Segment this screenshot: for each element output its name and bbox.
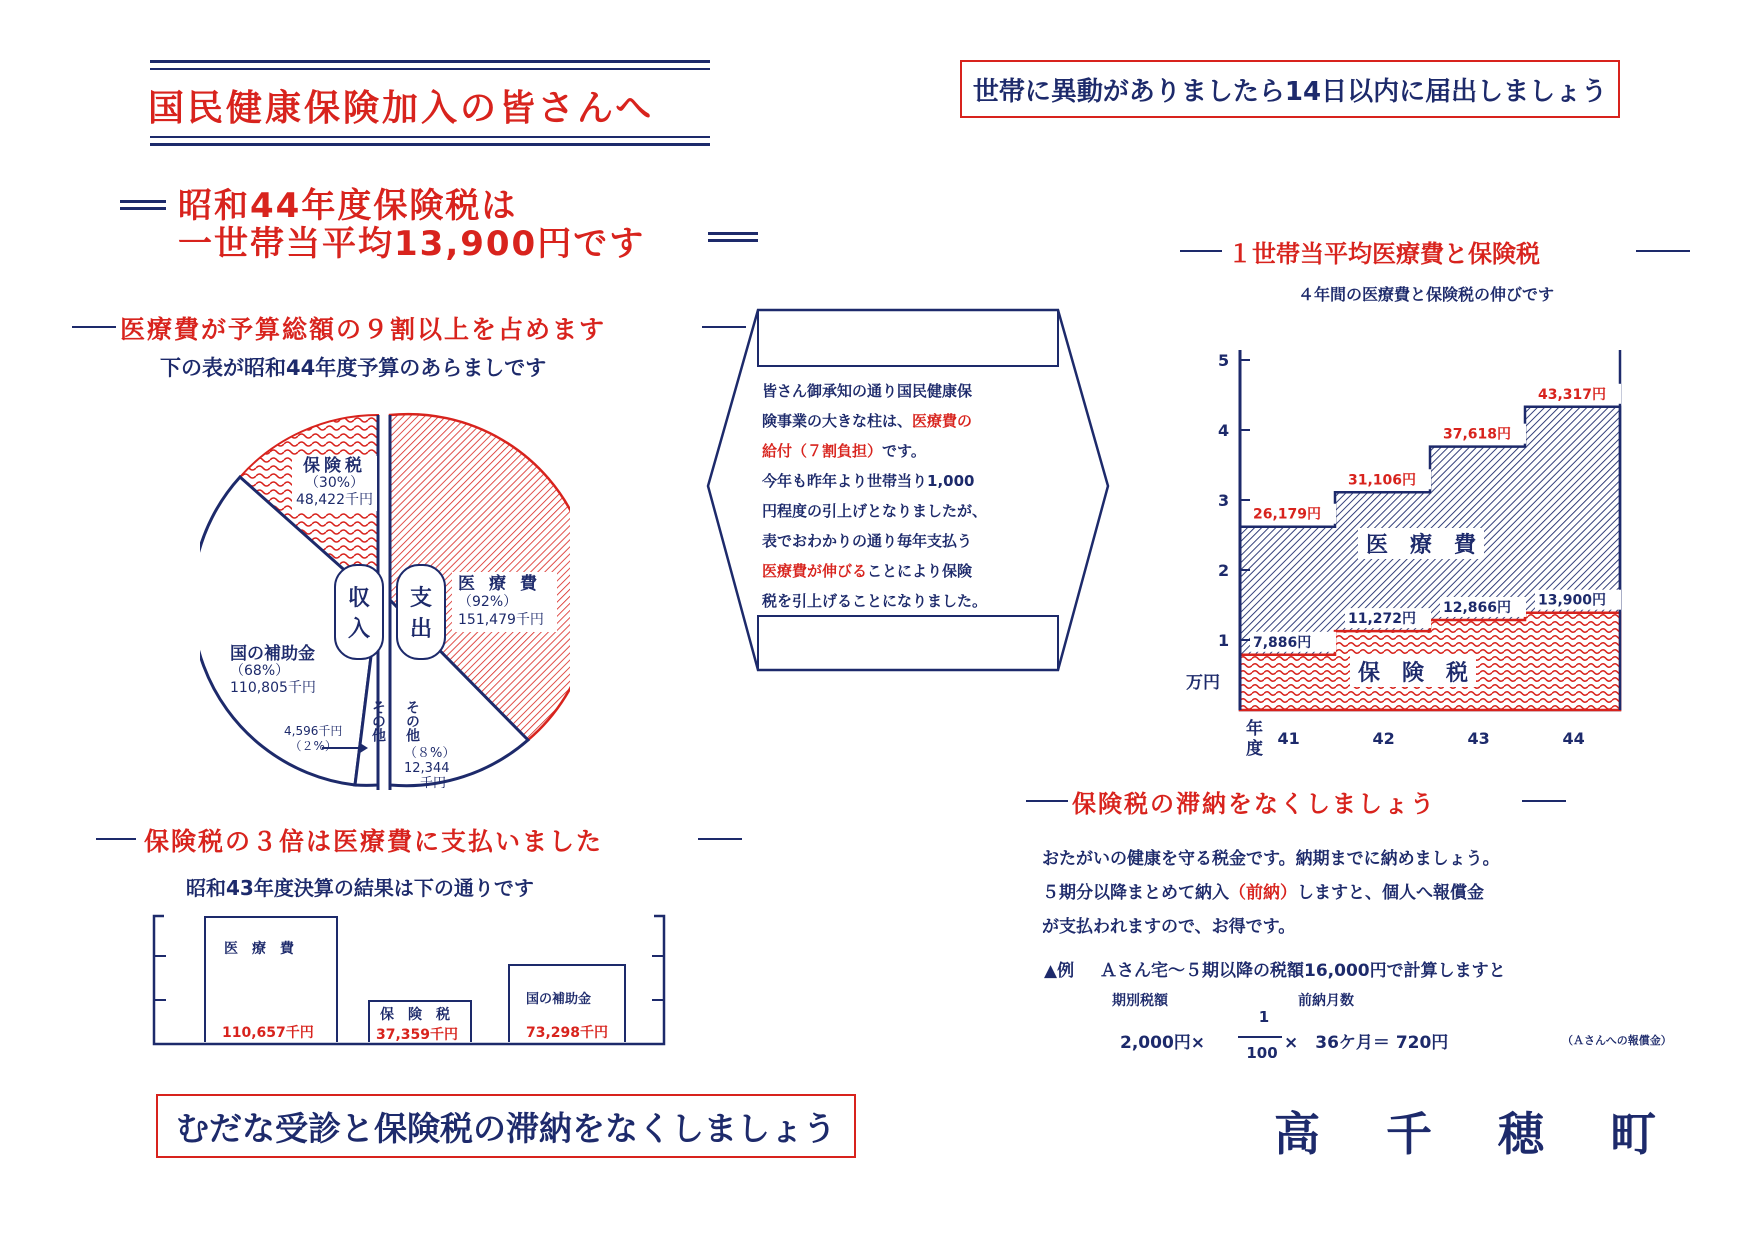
income-subsidy-pct: （68%） xyxy=(230,663,290,679)
pie-expense-other-label xyxy=(404,746,455,791)
headline-rule-left xyxy=(120,200,166,210)
note-line-7b: ことにより保険 xyxy=(867,562,973,580)
expense-other-unit: 千円 xyxy=(420,776,447,791)
note-line-3b: です。 xyxy=(882,442,926,460)
arrears-heading-rule-right xyxy=(1522,800,1566,802)
arrears-p3: が支払われますので、お得です。 xyxy=(1042,917,1296,937)
results-heading-rule-right xyxy=(698,838,742,840)
arrears-p2 xyxy=(1042,878,1484,903)
bottom-slogan-box xyxy=(156,1094,856,1158)
pie-expense-medical-label xyxy=(452,572,557,632)
y-tick-label: 2 xyxy=(1218,561,1230,580)
pie-income-subsidy-label xyxy=(230,646,316,697)
y-tick-label: 3 xyxy=(1218,491,1230,510)
formula-fraction-bar xyxy=(1238,1036,1282,1038)
example-text: Ａさん宅～５期以降の税額16,000円で計算しますと xyxy=(1100,961,1506,981)
chart-unit: 万円 xyxy=(1186,673,1220,693)
income-tax-amount: 48,422千円 xyxy=(296,492,373,508)
medical-value-label: 37,618円 xyxy=(1443,426,1512,443)
chart-xaxis-label-2: 度 xyxy=(1246,739,1263,759)
note-line-7 xyxy=(762,556,987,586)
expense-other-pct: （８%） xyxy=(404,746,456,761)
arrears-heading: 保険税の滞納をなくしましょう xyxy=(1072,790,1436,818)
note-line-2b: 医療費の xyxy=(912,412,973,430)
chart-xaxis-label-1: 年 xyxy=(1246,719,1263,739)
results-heading-rule-left xyxy=(96,838,136,840)
center-note-text xyxy=(762,376,987,616)
tax-value-label: 11,272円 xyxy=(1348,611,1417,628)
note-line-2 xyxy=(762,406,987,436)
title-rule-bottom2 xyxy=(150,143,710,146)
headline-line1: 昭和44年度保険税は xyxy=(178,186,518,226)
expense-medical-pct: （92%） xyxy=(458,594,518,610)
result-bar-tax-value: 37,359千円 xyxy=(376,1027,459,1043)
formula-part3: （Ａさんへの報償金） xyxy=(1562,1034,1672,1047)
title-rule-top2 xyxy=(150,68,710,70)
page-title: 国民健康保険加入の皆さんへ xyxy=(148,87,655,129)
income-circle xyxy=(334,564,384,660)
note-line-3 xyxy=(762,436,987,466)
budget-heading: 医療費が予算総額の９割以上を占めます xyxy=(120,315,607,344)
results-heading: 保険税の３倍は医療費に支払いました xyxy=(144,827,604,856)
result-bar-subsidy xyxy=(508,964,626,1042)
expense-circle xyxy=(396,564,446,660)
town-name: 高 千 穂 町 xyxy=(1274,1107,1666,1161)
chart-sub: ４年間の医療費と保険税の伸びです xyxy=(1298,285,1555,304)
y-tick-label: 1 xyxy=(1218,631,1230,650)
pie-income-other-label xyxy=(284,724,342,754)
arrears-heading-rule-left xyxy=(1026,800,1068,802)
income-subsidy-name: 国の補助金 xyxy=(230,644,315,664)
note-line-4: 今年も昨年より世帯当り1,000 xyxy=(762,472,975,490)
arrears-p2c: しますと、個人へ報償金 xyxy=(1297,883,1484,903)
expense-medical-name: 医療費 xyxy=(458,574,551,594)
formula-part1: 2,000円× xyxy=(1120,1033,1206,1053)
income-other-pct: （２%） xyxy=(289,739,337,753)
chart-tax-label: 保 険 税 xyxy=(1350,656,1476,687)
income-subsidy-amount: 110,805千円 xyxy=(230,680,316,696)
y-tick-label: 5 xyxy=(1218,351,1230,370)
formula-part2: × 36ケ月＝ 720円 xyxy=(1284,1033,1449,1053)
income-char-1: 収 xyxy=(347,586,370,611)
note-line-3a: 給付（７割負担） xyxy=(762,442,883,460)
chart-heading: １世帯当平均医療費と保険税 xyxy=(1228,240,1540,268)
bottom-slogan: むだな受診と保険税の滞納をなくしましょう xyxy=(176,1108,836,1148)
arrears-p2b: （前納） xyxy=(1229,883,1297,903)
label-period-tax: 期別税額 xyxy=(1112,993,1168,1009)
expense-other-name: その他 xyxy=(404,700,420,742)
tax-value-label: 7,886円 xyxy=(1253,634,1312,651)
title-rule-bottom xyxy=(150,136,710,138)
result-bar-medical xyxy=(204,916,338,1042)
note-line-1: 皆さん御承知の通り国民健康保 xyxy=(762,382,973,400)
arrears-p1: おたがいの健康を守る税金です。納期までに納めましょう。 xyxy=(1042,849,1500,869)
tax-value-label: 12,866円 xyxy=(1443,599,1512,616)
formula-numerator: 1 xyxy=(1258,1008,1270,1026)
y-tick-label: 4 xyxy=(1218,421,1230,440)
x-tick-label: 43 xyxy=(1467,729,1490,748)
income-tax-pct: （30%） xyxy=(304,475,365,491)
expense-char-1: 支 xyxy=(409,586,432,611)
arrears-p2a: ５期分以降まとめて納入 xyxy=(1042,883,1229,903)
x-tick-label: 42 xyxy=(1372,729,1395,748)
note-line-7a: 医療費が伸びる xyxy=(762,562,868,580)
notice-text: 世帯に異動がありましたら14日以内に届出しましょう xyxy=(972,76,1608,107)
note-line-5: 円程度の引上げとなりましたが、 xyxy=(762,502,988,520)
x-tick-label: 41 xyxy=(1277,729,1300,748)
expense-medical-amount: 151,479千円 xyxy=(458,612,544,628)
note-line-8: 税を引上げることになりました。 xyxy=(762,592,988,610)
income-char-2: 入 xyxy=(347,617,370,642)
note-line-2a: 険事業の大きな柱は、 xyxy=(762,412,913,430)
expense-other-amount: 12,344 xyxy=(404,761,450,776)
budget-heading-rule-left xyxy=(72,326,116,328)
budget-sub: 下の表が昭和44年度予算のあらましです xyxy=(160,356,547,380)
tax-value-label: 13,900円 xyxy=(1538,592,1607,609)
pie-income-tax-label xyxy=(292,456,377,511)
result-bar-subsidy-label: 国の補助金 xyxy=(526,992,592,1007)
notice-box xyxy=(960,60,1620,118)
chart-heading-rule-left xyxy=(1180,250,1222,252)
note-line-6: 表でおわかりの通り毎年支払う xyxy=(762,532,973,550)
x-tick-label: 44 xyxy=(1562,729,1585,748)
expense-char-2: 出 xyxy=(409,617,432,642)
title-rule-top xyxy=(150,60,710,63)
medical-value-label: 31,106円 xyxy=(1348,472,1417,489)
result-bar-tax xyxy=(368,1000,472,1042)
result-bar-medical-label: 医 療 費 xyxy=(224,941,294,957)
result-bar-tax-label: 保 険 税 xyxy=(380,1007,450,1023)
formula-denominator: 100 xyxy=(1246,1044,1278,1062)
income-other-name: その他 xyxy=(370,700,386,742)
medical-value-label: 43,317円 xyxy=(1538,386,1607,403)
result-bar-subsidy-value: 73,298千円 xyxy=(526,1025,609,1041)
chart-medical-label: 医 療 費 xyxy=(1358,528,1484,559)
result-bar-medical-value: 110,657千円 xyxy=(222,1025,314,1041)
medical-value-label: 26,179円 xyxy=(1253,506,1322,523)
example-mark: ▲例 xyxy=(1044,961,1075,981)
headline-line2: 一世帯当平均13,900円です xyxy=(178,224,646,264)
headline-rule-right xyxy=(708,232,758,242)
results-sub: 昭和43年度決算の結果は下の通りです xyxy=(186,876,534,900)
income-other-amount: 4,596千円 xyxy=(284,724,343,738)
income-tax-name: 保険税 xyxy=(303,456,366,476)
label-prepay-months: 前納月数 xyxy=(1298,993,1354,1009)
chart-heading-rule-right xyxy=(1636,250,1690,252)
